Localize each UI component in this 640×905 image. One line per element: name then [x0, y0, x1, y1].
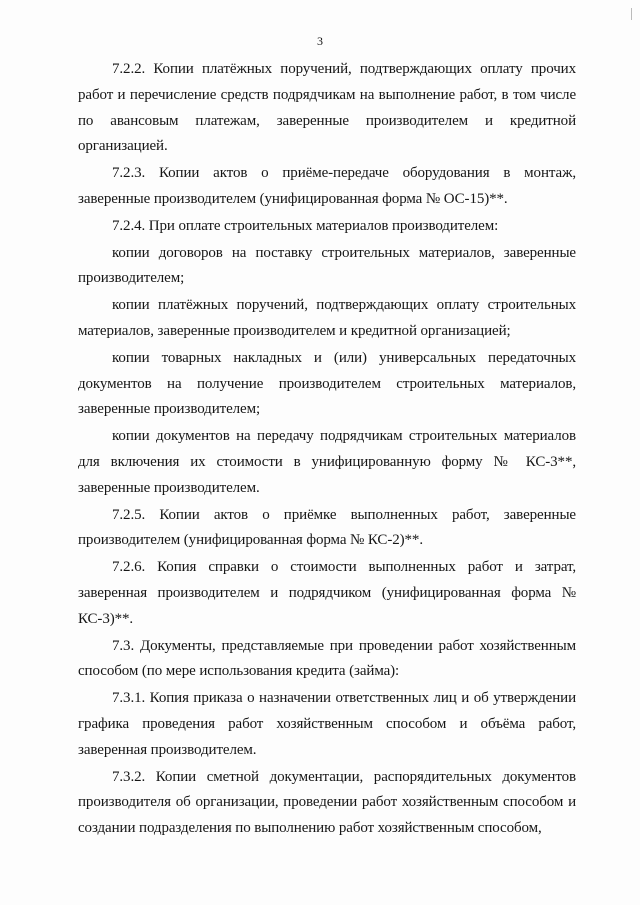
document-body [78, 57, 576, 843]
paragraph-7-3-2: 7.3.2. Копии сметной документации, распорядительных документов производителя об организации, проведении работ хозяйственным способом и создании подразделения по выполнению работ хозяйственным способом, [78, 768, 576, 837]
paragraph-7-2-4: 7.2.4. При оплате строительных материалов производителем: [112, 217, 499, 234]
list-item-waybills: копии товарных накладных и (или) универсальных передаточных документов на получение производителем строительных материалов, заверенные производителем; [78, 349, 576, 418]
page-number: 3 [317, 34, 323, 48]
paragraph-7-2-5: 7.2.5. Копии актов о приёмке выполненных работ, заверенные производителем (унифицированная форма № КС-2)**. [78, 506, 576, 549]
list-item-supply-contracts: копии договоров на поставку строительных материалов, заверенные производителем; [78, 244, 576, 287]
list-item-transfer-documents: копии документов на передачу подрядчикам строительных материалов для включения их стоимости в унифицированную форму № КС-3**, заверенные производителем. [78, 428, 576, 496]
paragraph-7-3: 7.3. Документы, представляемые при проведении работ хозяйственным способом (по мере использования кредита (займа): [78, 637, 576, 680]
paragraph-7-2-2: 7.2.2. Копии платёжных поручений, подтверждающих оплату прочих работ и перечисление средств подрядчикам на выполнение работ, в том числе по авансовым платежам, заверенные производителем и кредитной организацией. [78, 61, 576, 155]
list-item-payment-orders: копии платёжных поручений, подтверждающих оплату строительных материалов, заверенные производителем и кредитной организацией; [78, 297, 576, 339]
scan-mark [631, 8, 632, 20]
paragraph-7-2-6: 7.2.6. Копия справки о стоимости выполненных работ и затрат, заверенная производителем и подрядчиком (унифицированная форма № КС-3)**. [78, 559, 576, 627]
paragraph-7-3-1: 7.3.1. Копия приказа о назначении ответственных лиц и об утверждении графика проведения работ хозяйственным способом и объёма работ, заверенная производителем. [78, 690, 576, 758]
paragraph-7-2-3: 7.2.3. Копии актов о приёме-передаче оборудования в монтаж, заверенные производителем (унифицированная форма № ОС-15)**. [78, 165, 576, 207]
